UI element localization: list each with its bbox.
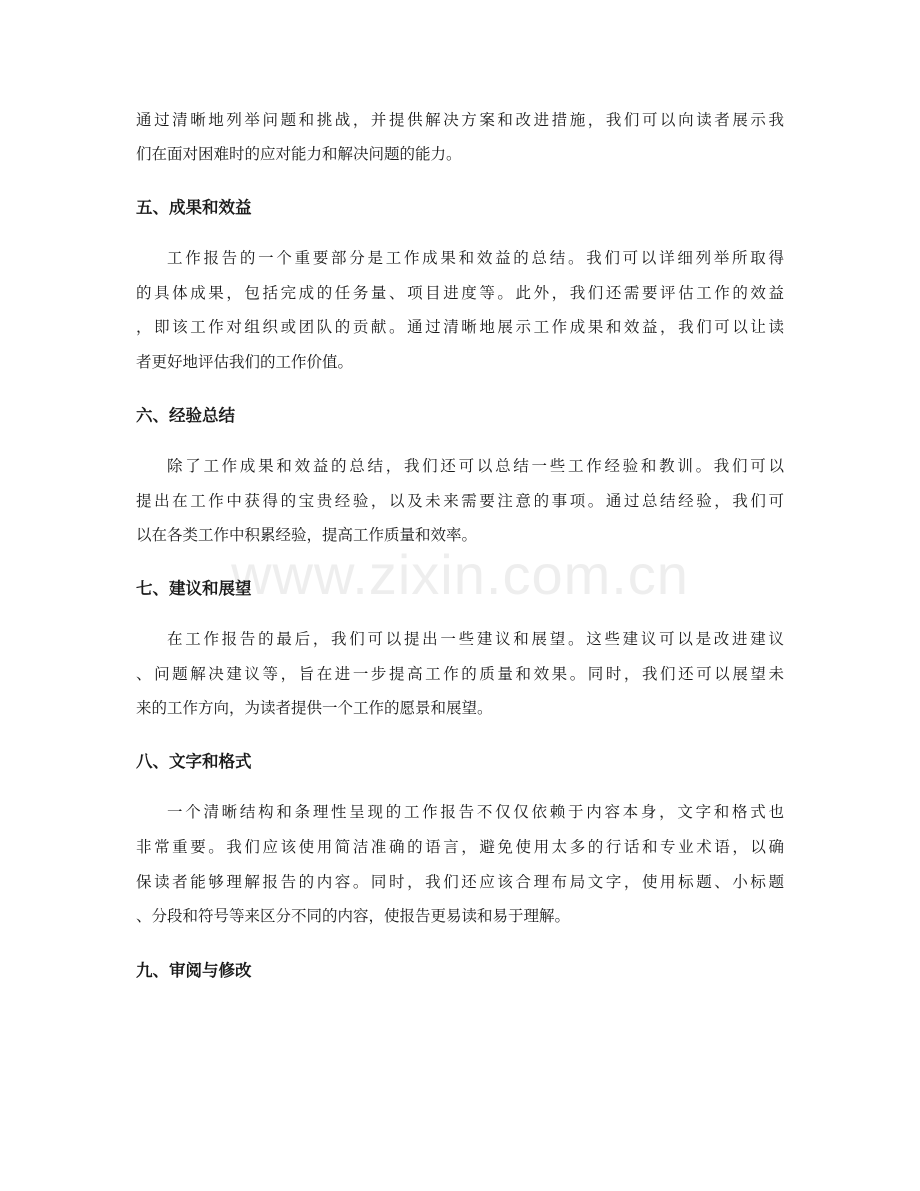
watermark: www.zixin.com.cn — [231, 543, 689, 606]
paragraph-line: 一个清晰结构和条理性呈现的工作报告不仅仅依赖于内容本身，文字和格式也 — [167, 803, 784, 821]
paragraph-line: 以在各类工作中积累经验，提高工作质量和效率。 — [136, 526, 478, 544]
paragraph-line: ，即该工作对组织或团队的贡献。通过清晰地展示工作成果和效益，我们可以让读 — [136, 318, 784, 336]
paragraph-line: 的具体成果，包括完成的任务量、项目进度等。此外，我们还需要评估工作的效益 — [136, 284, 784, 302]
paragraph-line: 非常重要。我们应该使用简洁准确的语言，避免使用太多的行话和专业术语，以确 — [136, 838, 784, 856]
paragraph-line: 通过清晰地列举问题和挑战，并提供解决方案和改进措施，我们可以向读者展示我 — [136, 111, 784, 129]
paragraph-line: 者更好地评估我们的工作价值。 — [136, 353, 354, 371]
paragraph-line: 保读者能够理解报告的内容。同时，我们还应该合理布局文字，使用标题、小标题 — [136, 873, 784, 891]
paragraph-line: 、问题解决建议等，旨在进一步提高工作的质量和效果。同时，我们还可以展望未 — [136, 665, 784, 683]
paragraph-line: 除了工作成果和效益的总结，我们还可以总结一些工作经验和教训。我们可以 — [167, 457, 784, 475]
section-heading: 六、经验总结 — [136, 406, 235, 425]
paragraph-line: 们在面对困难时的应对能力和解决问题的能力。 — [136, 145, 462, 163]
section-heading: 九、审阅与修改 — [136, 961, 252, 980]
paragraph-line: 工作报告的一个重要部分是工作成果和效益的总结。我们可以详细列举所取得 — [167, 249, 784, 267]
paragraph-line: 来的工作方向，为读者提供一个工作的愿景和展望。 — [136, 699, 493, 717]
section-heading: 八、文字和格式 — [136, 752, 252, 771]
section-heading: 七、建议和展望 — [136, 579, 252, 598]
paragraph-line: 、分段和符号等来区分不同的内容，使报告更易读和易于理解。 — [136, 907, 571, 925]
section-heading: 五、成果和效益 — [136, 198, 252, 217]
paragraph-line: 在工作报告的最后，我们可以提出一些建议和展望。这些建议可以是改进建议 — [167, 630, 784, 648]
paragraph-line: 提出在工作中获得的宝贵经验，以及未来需要注意的事项。通过总结经验，我们可 — [136, 492, 784, 510]
